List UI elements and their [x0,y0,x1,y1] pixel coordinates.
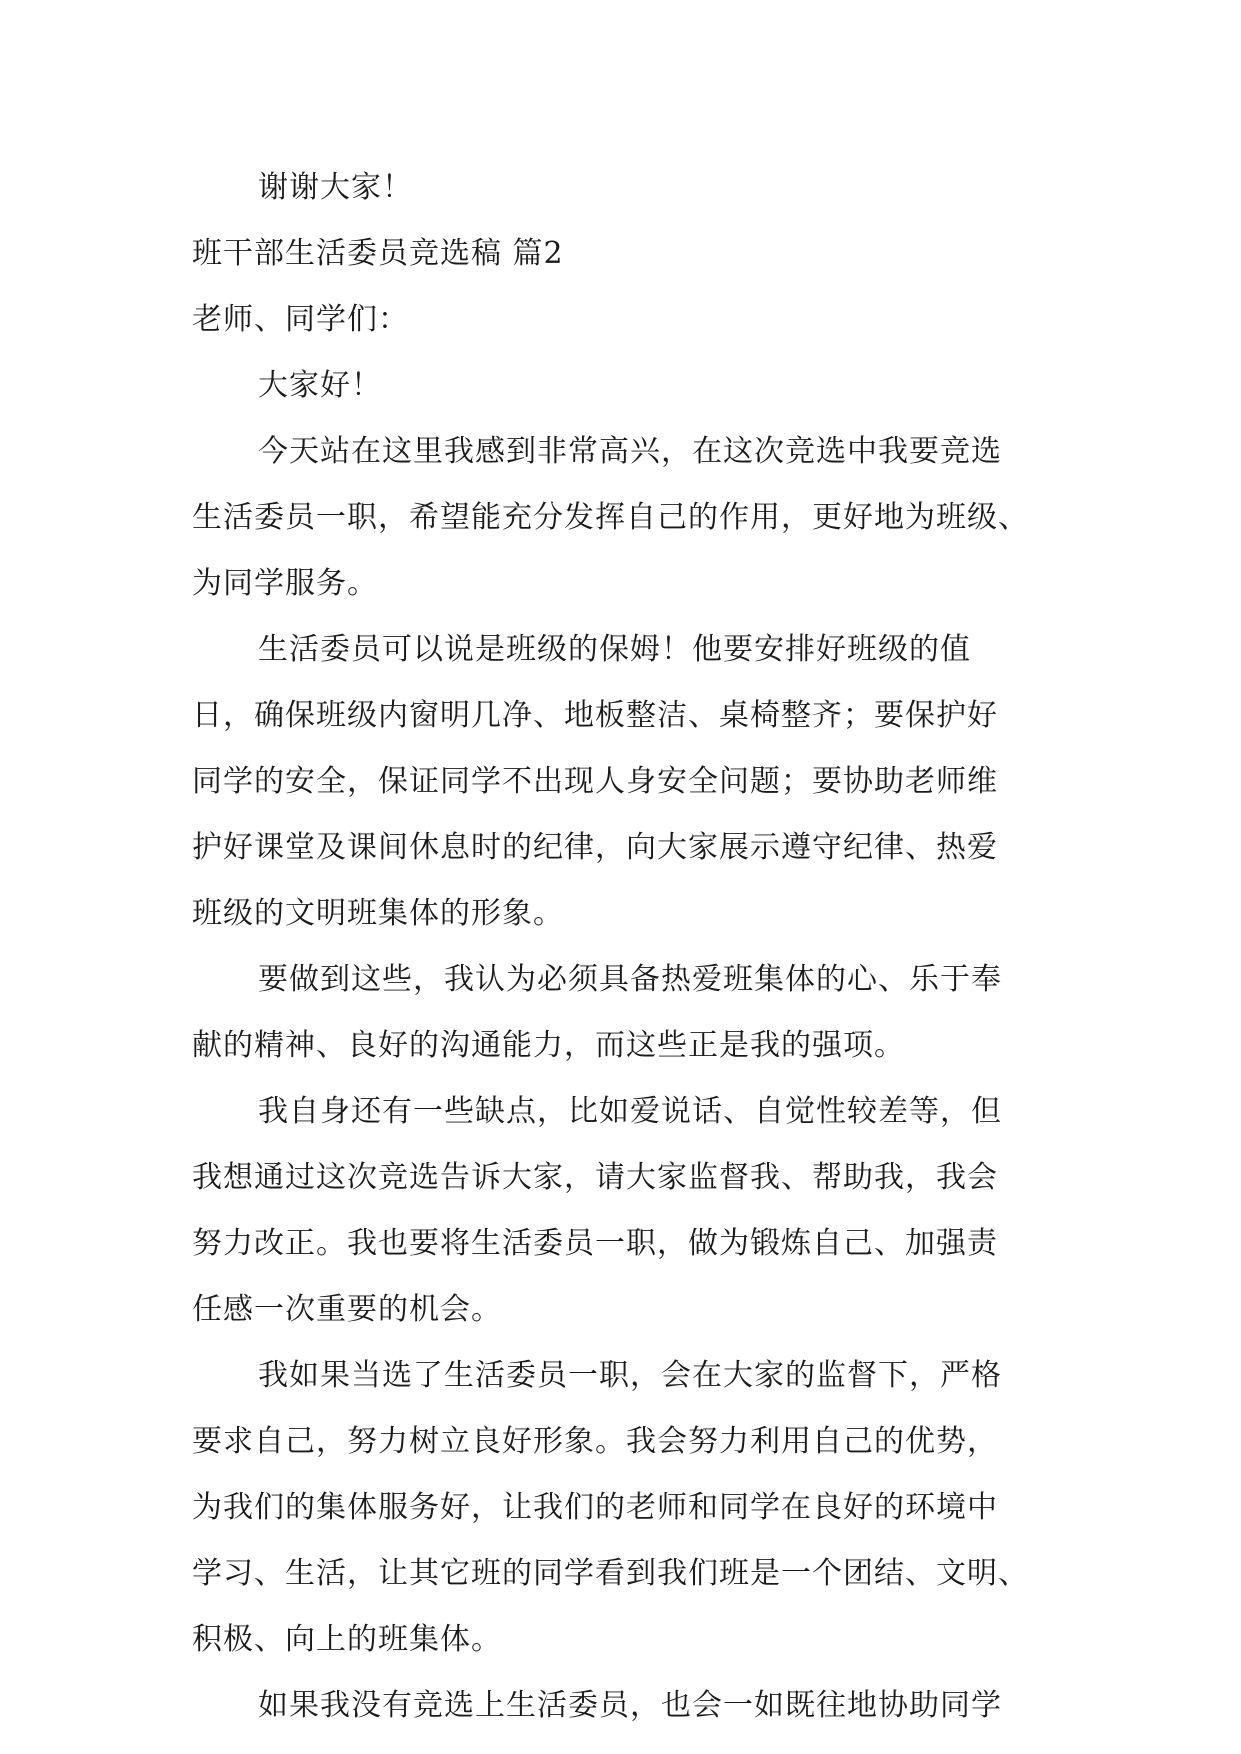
paragraph-line: 任感一次重要的机会。 [192,1292,502,1327]
paragraph-line: 同学的安全，保证同学不出现人身安全问题；要协助老师维 [192,764,998,799]
paragraph-line: 要求自己，努力树立良好形象。我会努力利用自己的优势， [192,1424,998,1459]
paragraph-line: 学习、生活，让其它班的同学看到我们班是一个团结、文明、 [192,1556,1029,1591]
closing-line: 谢谢大家！ [258,170,413,205]
paragraph-line: 生活委员一职，希望能充分发挥自己的作用，更好地为班级、 [192,500,1029,535]
section-title: 班干部生活委员竞选稿 篇2 [192,236,564,271]
paragraph-line: 如果我没有竞选上生活委员，也会一如既往地协助同学 [258,1688,1002,1723]
salutation: 老师、同学们： [192,302,409,337]
paragraph-line: 为我们的集体服务好，让我们的老师和同学在良好的环境中 [192,1490,998,1525]
paragraph-line: 努力改正。我也要将生活委员一职，做为锻炼自己、加强责 [192,1226,998,1261]
paragraph-line: 献的精神、良好的沟通能力，而这些正是我的强项。 [192,1028,905,1063]
paragraph-line: 生活委员可以说是班级的保姆！他要安排好班级的值 [258,632,971,667]
paragraph-line: 为同学服务。 [192,566,378,601]
paragraph-line: 我自身还有一些缺点，比如爱说话、自觉性较差等，但 [258,1094,1002,1129]
paragraph-line: 今天站在这里我感到非常高兴，在这次竞选中我要竞选 [258,434,1002,469]
paragraph-line: 班级的文明班集体的形象。 [192,896,564,931]
paragraph-line: 我想通过这次竞选告诉大家，请大家监督我、帮助我，我会 [192,1160,998,1195]
paragraph-line: 日，确保班级内窗明几净、地板整洁、桌椅整齐；要保护好 [192,698,998,733]
paragraph-line: 我如果当选了生活委员一职，会在大家的监督下，严格 [258,1358,1002,1393]
greeting: 大家好！ [258,368,382,403]
document-page [192,155,1052,1739]
paragraph-line: 积极、向上的班集体。 [192,1622,502,1657]
paragraph-line: 要做到这些，我认为必须具备热爱班集体的心、乐于奉 [258,962,1002,997]
paragraph-line: 护好课堂及课间休息时的纪律，向大家展示遵守纪律、热爱 [192,830,998,865]
